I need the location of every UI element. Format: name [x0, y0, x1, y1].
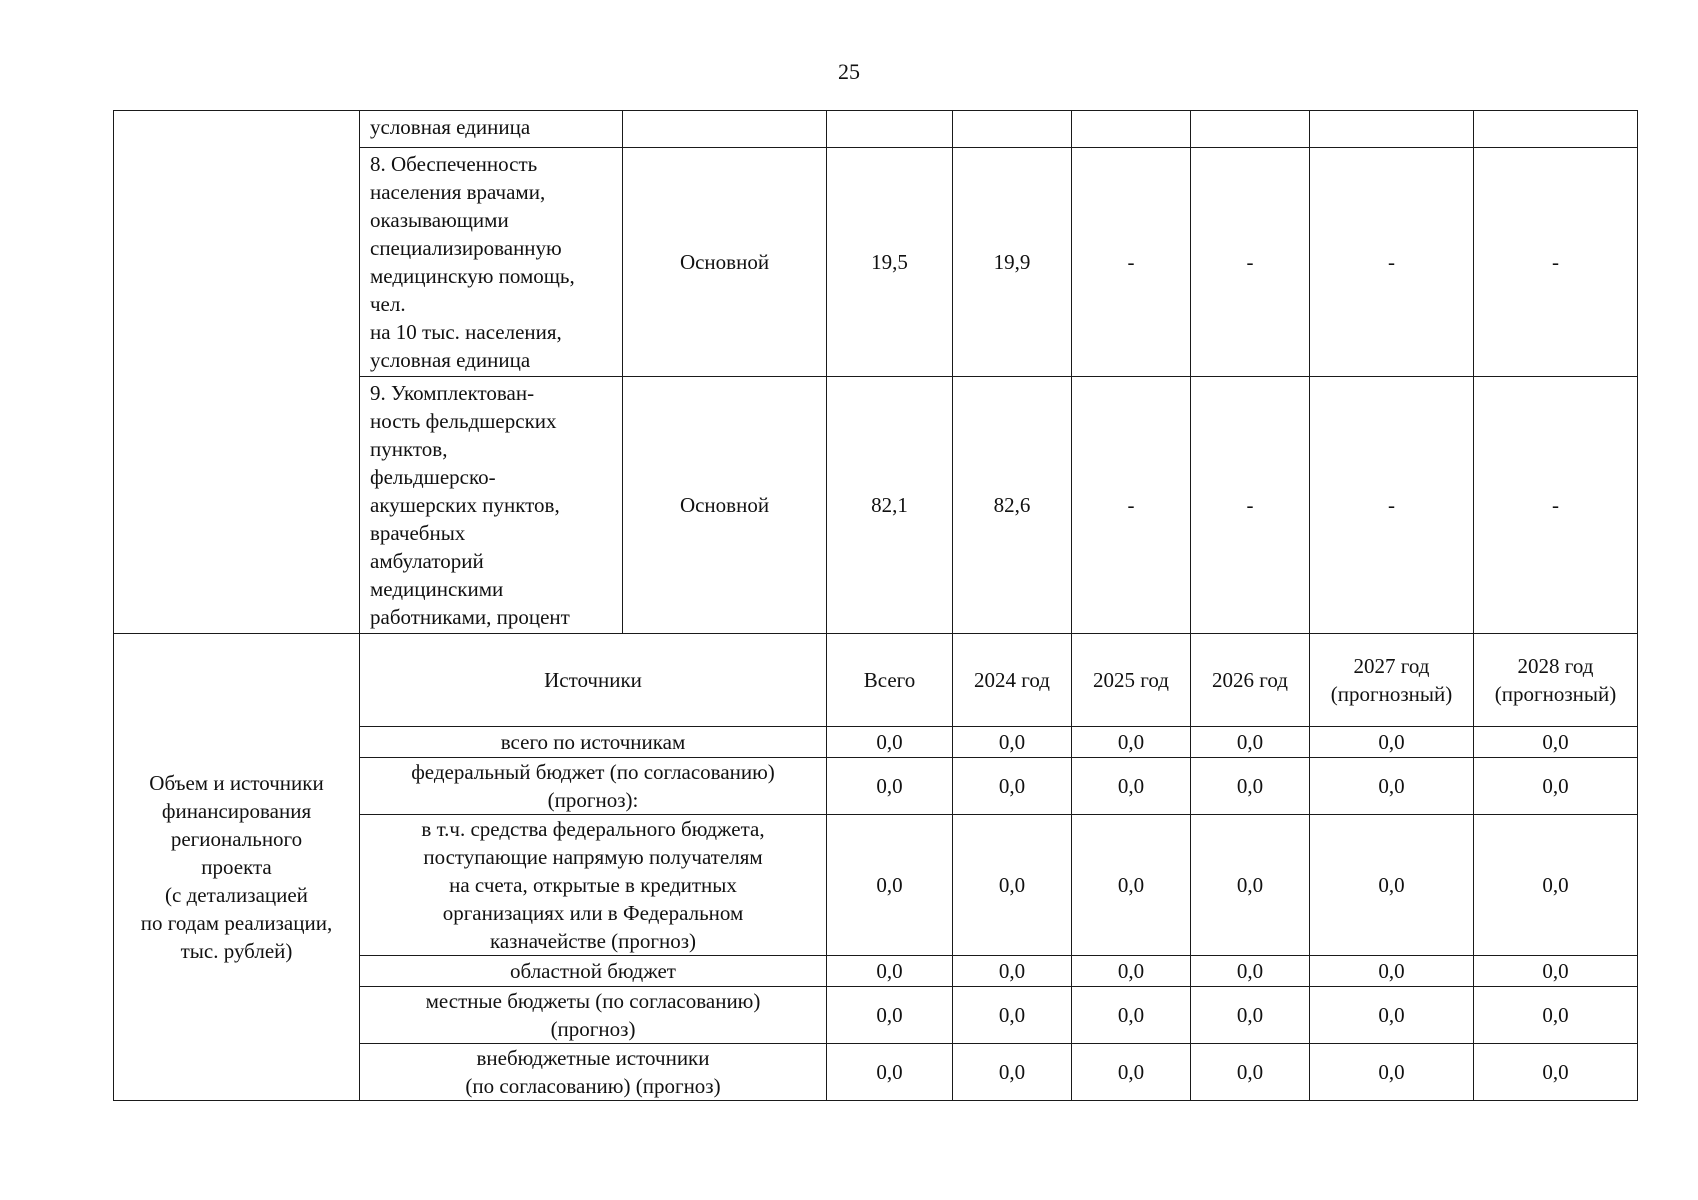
financing-2026: 0,0	[1191, 956, 1310, 987]
indicator-value-2024: 82,6	[953, 377, 1072, 634]
financing-2027: 0,0	[1310, 815, 1474, 956]
financing-header-total: Всего	[827, 634, 953, 727]
indicator-value-2027: -	[1310, 148, 1474, 377]
indicator-unit-continuation: условная единица	[360, 111, 623, 148]
financing-2024: 0,0	[953, 758, 1072, 815]
financing-2028: 0,0	[1474, 956, 1638, 987]
financing-total: 0,0	[827, 815, 953, 956]
indicator-value-2024: 19,9	[953, 148, 1072, 377]
financing-2026: 0,0	[1191, 758, 1310, 815]
financing-2025: 0,0	[1072, 956, 1191, 987]
financing-2024: 0,0	[953, 1044, 1072, 1101]
indicator-value-2026: -	[1191, 148, 1310, 377]
financing-2024: 0,0	[953, 987, 1072, 1044]
financing-header-row	[114, 634, 1638, 727]
financing-2025: 0,0	[1072, 727, 1191, 758]
financing-2024: 0,0	[953, 727, 1072, 758]
financing-2026: 0,0	[1191, 815, 1310, 956]
indicator-type: Основной	[623, 377, 827, 634]
financing-2025: 0,0	[1072, 815, 1191, 956]
financing-2027: 0,0	[1310, 987, 1474, 1044]
indicator-value-2028: -	[1474, 148, 1638, 377]
indicator-cell	[1072, 111, 1191, 148]
financing-block-label: Объем и источники финансирования регионального проекта (с детализацией по годам реализации, тыс. рублей)	[114, 634, 360, 1101]
financing-source: всего по источникам	[360, 727, 827, 758]
financing-header-2025: 2025 год	[1072, 634, 1191, 727]
indicator-name: 8. Обеспеченность населения врачами, оказывающими специализированную медицинскую помощь, чел. на 10 тыс. населения, условная единица	[360, 148, 623, 377]
financing-2025: 0,0	[1072, 1044, 1191, 1101]
financing-2026: 0,0	[1191, 987, 1310, 1044]
indicator-value-2025: -	[1072, 377, 1191, 634]
financing-header-2026: 2026 год	[1191, 634, 1310, 727]
indicator-cell	[1191, 111, 1310, 148]
indicator-unit-continuation-row	[114, 111, 1638, 148]
financing-header-2028: 2028 год (прогнозный)	[1474, 634, 1638, 727]
financing-total: 0,0	[827, 956, 953, 987]
indicator-value-2025: -	[1072, 148, 1191, 377]
indicator-cell	[953, 111, 1072, 148]
financing-source: местные бюджеты (по согласованию) (прогноз)	[360, 987, 827, 1044]
financing-total: 0,0	[827, 758, 953, 815]
indicator-value-2028: -	[1474, 377, 1638, 634]
financing-source: внебюджетные источники (по согласованию) (прогноз)	[360, 1044, 827, 1101]
indicator-cell	[623, 111, 827, 148]
indicator-value-2026: -	[1191, 377, 1310, 634]
financing-2024: 0,0	[953, 956, 1072, 987]
financing-2026: 0,0	[1191, 1044, 1310, 1101]
indicator-cell	[1310, 111, 1474, 148]
financing-total: 0,0	[827, 987, 953, 1044]
indicator-type: Основной	[623, 148, 827, 377]
financing-2025: 0,0	[1072, 987, 1191, 1044]
financing-header-sources: Источники	[360, 634, 827, 727]
indicators-block-label-cell	[114, 111, 360, 634]
indicator-base-value: 19,5	[827, 148, 953, 377]
indicator-value-2027: -	[1310, 377, 1474, 634]
financing-2028: 0,0	[1474, 815, 1638, 956]
indicator-name: 9. Укомплектован- ность фельдшерских пунктов, фельдшерско- акушерских пунктов, врачебных амбулаторий медицинскими работниками, процент	[360, 377, 623, 634]
financing-source: областной бюджет	[360, 956, 827, 987]
indicator-base-value: 82,1	[827, 377, 953, 634]
indicator-cell	[1474, 111, 1638, 148]
page-number: 25	[838, 59, 860, 84]
financing-source: федеральный бюджет (по согласованию) (прогноз):	[360, 758, 827, 815]
financing-2028: 0,0	[1474, 987, 1638, 1044]
financing-2028: 0,0	[1474, 1044, 1638, 1101]
financing-header-2024: 2024 год	[953, 634, 1072, 727]
financing-total: 0,0	[827, 1044, 953, 1101]
indicator-cell	[827, 111, 953, 148]
financing-2024: 0,0	[953, 815, 1072, 956]
financing-2027: 0,0	[1310, 758, 1474, 815]
financing-2028: 0,0	[1474, 758, 1638, 815]
financing-2027: 0,0	[1310, 727, 1474, 758]
project-passport-table	[113, 110, 1638, 1101]
financing-source: в т.ч. средства федерального бюджета, поступающие напрямую получателям на счета, открытые в кредитных организациях или в Федеральном казначействе (прогноз)	[360, 815, 827, 956]
financing-2028: 0,0	[1474, 727, 1638, 758]
financing-total: 0,0	[827, 727, 953, 758]
financing-header-2027: 2027 год (прогнозный)	[1310, 634, 1474, 727]
financing-2026: 0,0	[1191, 727, 1310, 758]
financing-2025: 0,0	[1072, 758, 1191, 815]
financing-2027: 0,0	[1310, 1044, 1474, 1101]
financing-2027: 0,0	[1310, 956, 1474, 987]
